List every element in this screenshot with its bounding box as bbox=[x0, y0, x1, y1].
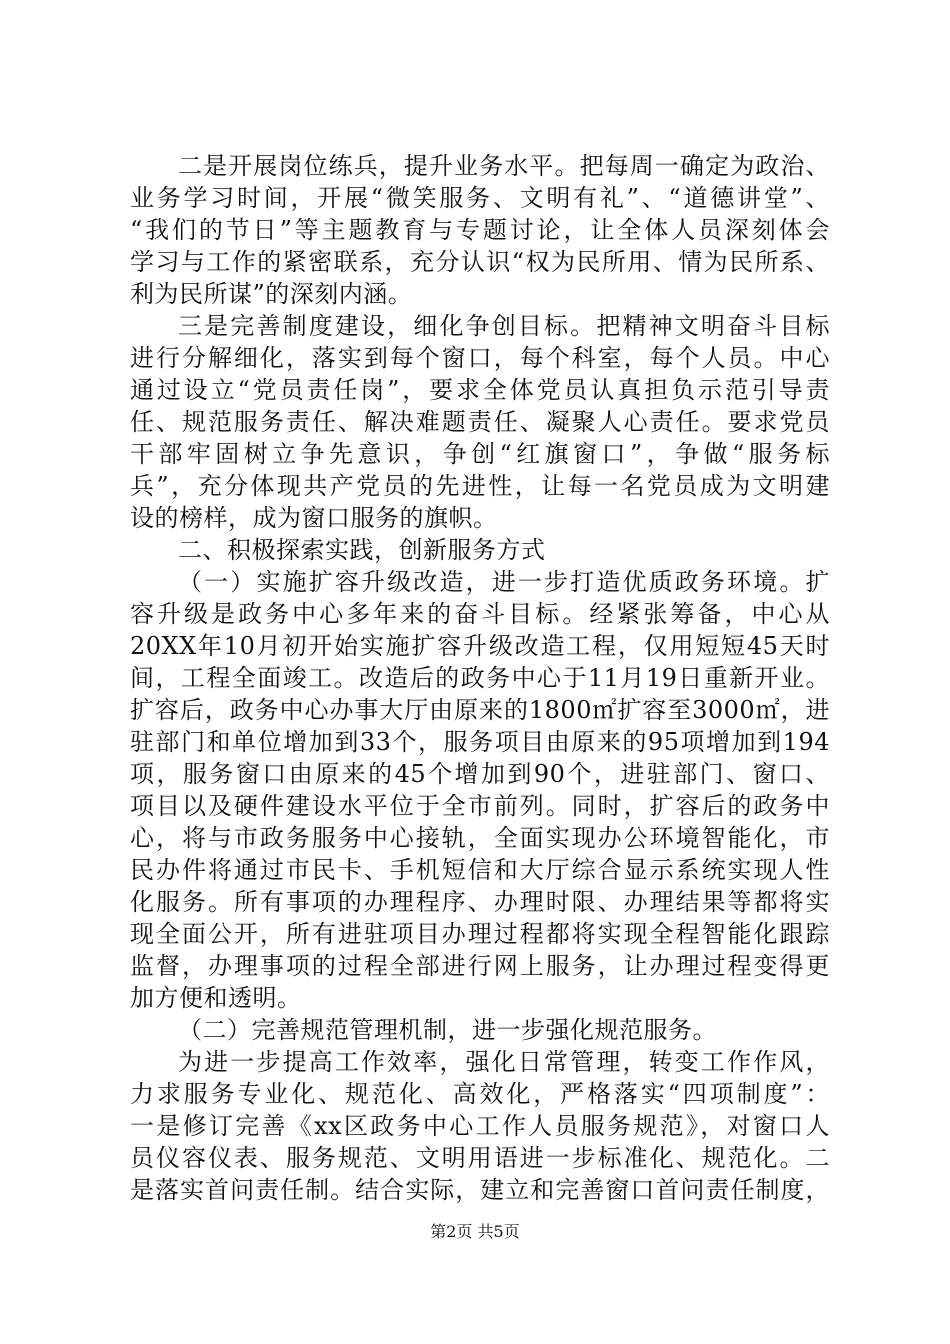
text-line: （二）完善规范管理机制，进一步强化规范服务。 bbox=[178, 1016, 717, 1044]
page-footer: 第2页 共5页 bbox=[430, 1222, 520, 1241]
text-line: 力求服务专业化、规范化、高效化，严格落实“四项制度”： bbox=[130, 1080, 830, 1108]
text-line: 项，服务窗口由原来的45个增加到90个，进驻部门、窗口、 bbox=[130, 760, 830, 788]
text-line: 一是修订完善《xx区政务中心工作人员服务规范》，对窗口人 bbox=[130, 1112, 830, 1140]
text-line: 间，工程全面竣工。改造后的政务中心于11月19日重新开业。 bbox=[130, 664, 830, 692]
text-line: 兵”，充分体现共产党员的先进性，让每一名党员成为文明建 bbox=[130, 472, 830, 500]
text-line: 设的榜样，成为窗口服务的旗帜。 bbox=[130, 504, 498, 532]
text-line: 是落实首问责任制。结合实际，建立和完善窗口首问责任制度， bbox=[130, 1176, 830, 1204]
text-line: 现全面公开，所有进驻项目办理过程都将实现全程智能化跟踪 bbox=[130, 920, 830, 948]
text-line: 学习与工作的紧密联系，充分认识“权为民所用、情为民所系、 bbox=[130, 248, 830, 276]
text-line: 为进一步提高工作效率，强化日常管理，转变工作作风， bbox=[178, 1048, 830, 1076]
text-line: 监督，办理事项的过程全部进行网上服务，让办理过程变得更 bbox=[130, 952, 830, 980]
text-line: 员仪容仪表、服务规范、文明用语进一步标准化、规范化。二 bbox=[130, 1144, 830, 1172]
text-line: 利为民所谋”的深刻内涵。 bbox=[130, 280, 413, 308]
text-line: （一）实施扩容升级改造，进一步打造优质政务环境。扩 bbox=[178, 568, 830, 596]
text-line: 二是开展岗位练兵，提升业务水平。把每周一确定为政治、 bbox=[178, 152, 830, 180]
text-line: 驻部门和单位增加到33个，服务项目由原来的95项增加到194 bbox=[130, 728, 830, 756]
text-line: “我们的节日”等主题教育与专题讨论，让全体人员深刻体会 bbox=[130, 216, 830, 244]
text-line: 三是完善制度建设，细化争创目标。把精神文明奋斗目标 bbox=[178, 312, 830, 340]
text-line: 业务学习时间，开展“微笑服务、文明有礼”、“道德讲堂”、 bbox=[130, 184, 830, 212]
text-line: 心，将与市政务服务中心接轨，全面实现办公环境智能化，市 bbox=[130, 824, 830, 852]
text-line: 20XX年10月初开始实施扩容升级改造工程，仅用短短45天时 bbox=[130, 632, 830, 660]
document-body bbox=[130, 150, 830, 1206]
text-line: 加方便和透明。 bbox=[130, 984, 302, 1012]
text-line: 干部牢固树立争先意识，争创“红旗窗口”，争做“服务标 bbox=[130, 440, 830, 468]
text-line: 化服务。所有事项的办理程序、办理时限、办理结果等都将实 bbox=[130, 888, 830, 916]
text-line: 任、规范服务责任、解决难题责任、凝聚人心责任。要求党员 bbox=[130, 408, 830, 436]
text-line: 通过设立“党员责任岗”，要求全体党员认真担负示范引导责 bbox=[130, 376, 830, 404]
text-line: 二、积极探索实践，创新服务方式 bbox=[178, 536, 546, 564]
text-line: 项目以及硬件建设水平位于全市前列。同时，扩容后的政务中 bbox=[130, 792, 830, 820]
text-line: 扩容后，政务中心办事大厅由原来的1800㎡扩容至3000㎡，进 bbox=[130, 696, 830, 724]
text-line: 进行分解细化，落实到每个窗口，每个科室，每个人员。中心 bbox=[130, 344, 830, 372]
text-line: 容升级是政务中心多年来的奋斗目标。经紧张筹备，中心从 bbox=[130, 600, 830, 628]
text-line: 民办件将通过市民卡、手机短信和大厅综合显示系统实现人性 bbox=[130, 856, 830, 884]
